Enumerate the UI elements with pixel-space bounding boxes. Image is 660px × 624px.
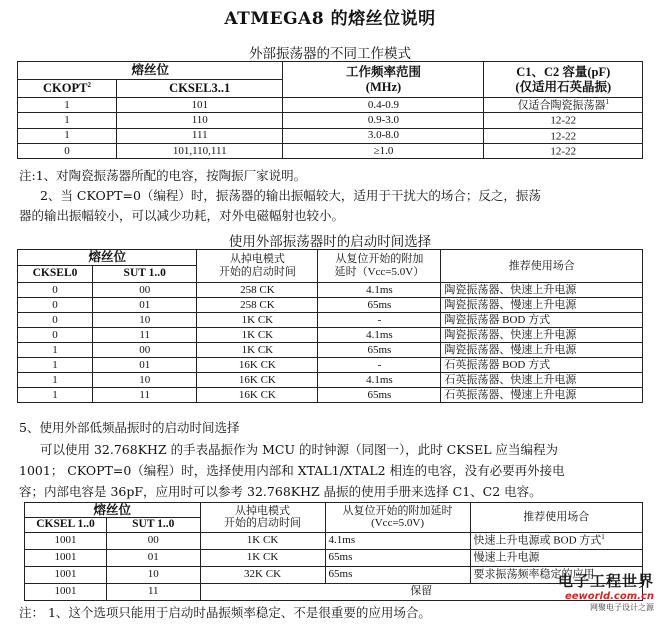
note1-line1: 注:1、对陶瓷振荡器所配的电容，按陶振厂家说明。 <box>19 168 307 183</box>
delay-cell: 4.1ms <box>318 283 441 298</box>
sut-cell: 10 <box>107 566 201 583</box>
cksel0-header: CKSEL0 <box>18 266 93 283</box>
cksel-header: CKSEL 1..0 <box>25 518 107 532</box>
fuse-header: 熔丝位 <box>18 250 197 266</box>
cksel0-cell: 1 <box>18 388 93 403</box>
cap-cell: 12-22 <box>484 128 643 143</box>
delay-cell: 65ms <box>318 343 441 358</box>
sut-cell: 11 <box>107 583 201 600</box>
use-cell: 要求振荡频率稳定的应用 <box>470 566 642 583</box>
freq-cell: 0.4-0.9 <box>283 98 484 113</box>
cksel0-cell: 0 <box>18 283 93 298</box>
fuse-header: 熔丝位 <box>18 62 283 80</box>
ckopt-cell: 1 <box>18 128 117 143</box>
table-row <box>18 98 643 113</box>
freq-cell: 0.9-3.0 <box>283 113 484 128</box>
delay-cell: 65ms <box>318 388 441 403</box>
table-row <box>18 128 643 143</box>
watermark-url: eeworld.com.cn <box>564 591 654 602</box>
sut-cell: 01 <box>93 358 197 373</box>
ckopt-cell: 1 <box>18 113 117 128</box>
oscillator-modes-table <box>17 61 643 159</box>
reserved-cell: 保留 <box>200 583 642 600</box>
use-cell: 陶瓷振荡器、慢速上升电源 <box>441 298 643 313</box>
delay-cell: - <box>318 313 441 328</box>
delay-cell: 65ms <box>325 566 470 583</box>
use-cell: 陶瓷振荡器、快速上升电源 <box>441 328 643 343</box>
use-cell: 陶瓷振荡器 BOD 方式 <box>441 313 643 328</box>
note1-line2: 2、当 CKOPT=0（编程）时，振荡器的输出振幅较大，适用于干扰大的场合；反之，振荡 <box>40 188 541 203</box>
section5-heading: 5、使用外部低频晶振时的启动时间选择 <box>19 420 240 435</box>
table-row <box>18 283 643 298</box>
delay-header: 从复位开始的附加 延时（Vcc=5.0V） <box>318 250 441 283</box>
delay-cell: 4.1ms <box>318 328 441 343</box>
sut-cell: 11 <box>93 328 197 343</box>
use-cell: 陶瓷振荡器、快速上升电源 <box>441 283 643 298</box>
startup-cell: 258 CK <box>197 298 318 313</box>
use-header: 推荐使用场合 <box>441 250 643 283</box>
startup-cell: 258 CK <box>197 283 318 298</box>
table-row <box>18 313 643 328</box>
table-row <box>18 388 643 403</box>
section5-para3: 容；内部电容是 36pF，应用时可以参考 32.768KHZ 晶振的使用手册来选择 C1、C2 电容。 <box>19 484 542 499</box>
ckopt-cell: 0 <box>18 143 117 158</box>
cksel0-cell: 1 <box>18 343 93 358</box>
delay-cell: 4.1ms <box>325 532 470 549</box>
delay-cell: 4.1ms <box>318 373 441 388</box>
cksel0-cell: 1 <box>18 373 93 388</box>
sut-cell: 11 <box>93 388 197 403</box>
fuse-header: 熔丝位 <box>25 503 201 518</box>
section5-para1: 可以使用 32.768KHZ 的手表晶振作为 MCU 的时钟源（同图一），此时 CKSEL 应当编程为 <box>40 442 559 457</box>
watermark-slogan: 网聚电子设计之源 <box>590 603 654 612</box>
cksel-cell: 1001 <box>25 549 107 566</box>
cksel-cell: 110 <box>117 113 283 128</box>
startup-header: 从掉电模式 开始的启动时间 <box>197 250 318 283</box>
note3-line1: 注： 1、这个选项只能用于启动时晶振频率稳定、不是很重要的应用场合。 <box>19 605 431 620</box>
cap-cell: 仅适合陶瓷振荡器$^1$ <box>484 98 643 113</box>
startup-cell: 32K CK <box>200 566 325 583</box>
ckopt-cell: 1 <box>18 98 117 113</box>
use-cell: 陶瓷振荡器、慢速上升电源 <box>441 343 643 358</box>
table-row <box>18 358 643 373</box>
table2-caption: 使用外部振荡器时的启动时间选择 <box>228 234 432 250</box>
freq-cell: 3.0-8.0 <box>283 128 484 143</box>
sut-cell: 10 <box>93 373 197 388</box>
cksel-cell: 1001 <box>25 583 107 600</box>
sut-cell: 10 <box>93 313 197 328</box>
use-cell: 石英振荡器 BOD 方式 <box>441 358 643 373</box>
sut-header: SUT 1..0 <box>93 266 197 283</box>
freq-cell: ≥1.0 <box>283 143 484 158</box>
use-cell: 石英振荡器、快速上升电源 <box>441 373 643 388</box>
watermark-logo <box>504 570 654 610</box>
table-row <box>18 343 643 358</box>
startup-cell: 16K CK <box>197 388 318 403</box>
sut-cell: 01 <box>93 298 197 313</box>
cksel-header: CKSEL3..1 <box>117 80 283 98</box>
table-row <box>25 549 643 566</box>
cksel0-cell: 0 <box>18 328 93 343</box>
startup-cell: 1K CK <box>197 343 318 358</box>
delay-cell: - <box>318 358 441 373</box>
table-row <box>25 532 643 549</box>
table-row <box>18 113 643 128</box>
ckopt-header: CKOPT$^2$ <box>18 80 117 98</box>
startup-cell: 1K CK <box>197 313 318 328</box>
use-cell: 石英振荡器、慢速上升电源 <box>441 388 643 403</box>
watermark-brand: 电子工程世界 <box>557 572 654 590</box>
table-row <box>18 373 643 388</box>
cap-header: C1、C2 容量(pF) (仅适用石英晶振) <box>484 62 643 98</box>
table-row <box>18 328 643 343</box>
use-cell: 快速上升电源或 BOD 方式$^1$ <box>470 532 642 549</box>
sut-cell: 00 <box>107 532 201 549</box>
cksel0-cell: 0 <box>18 298 93 313</box>
cksel-cell: 101 <box>117 98 283 113</box>
table1-caption: 外部振荡器的不同工作模式 <box>249 46 411 62</box>
cap-cell: 12-22 <box>484 143 643 158</box>
startup-cell: 1K CK <box>200 549 325 566</box>
section5-para2: 1001； CKOPT=0（编程）时，选择使用内部和 XTAL1/XTAL2 相连的电容，没有必要再外接电 <box>19 463 565 478</box>
startup-cell: 16K CK <box>197 373 318 388</box>
cksel-cell: 111 <box>117 128 283 143</box>
cksel-cell: 101,110,111 <box>117 143 283 158</box>
cap-cell: 12-22 <box>484 113 643 128</box>
sut-cell: 01 <box>107 549 201 566</box>
startup-cell: 1K CK <box>200 532 325 549</box>
sut-cell: 00 <box>93 343 197 358</box>
startup-cell: 1K CK <box>197 328 318 343</box>
delay-header: 从复位开始的附加延时 (Vcc=5.0V) <box>325 503 470 533</box>
table-row <box>18 143 643 158</box>
delay-cell: 65ms <box>325 549 470 566</box>
startup-cell: 16K CK <box>197 358 318 373</box>
use-header: 推荐使用场合 <box>470 503 642 533</box>
startup-header: 从掉电模式 开始的启动时间 <box>200 503 325 533</box>
cksel-cell: 1001 <box>25 532 107 549</box>
sut-cell: 00 <box>93 283 197 298</box>
cksel-cell: 1001 <box>25 566 107 583</box>
sut-header: SUT 1..0 <box>107 518 201 532</box>
note1-line3: 器的输出振幅较小，可以减少功耗，对外电磁幅射也较小。 <box>19 208 345 223</box>
startup-time-table <box>17 249 643 403</box>
page-title: ATMEGA8 的熔丝位说明 <box>224 9 436 29</box>
cksel0-cell: 0 <box>18 313 93 328</box>
delay-cell: 65ms <box>318 298 441 313</box>
table-row <box>18 298 643 313</box>
use-cell: 慢速上升电源 <box>470 549 642 566</box>
freq-header: 工作频率范围 (MHz) <box>283 62 484 98</box>
cksel0-cell: 1 <box>18 358 93 373</box>
